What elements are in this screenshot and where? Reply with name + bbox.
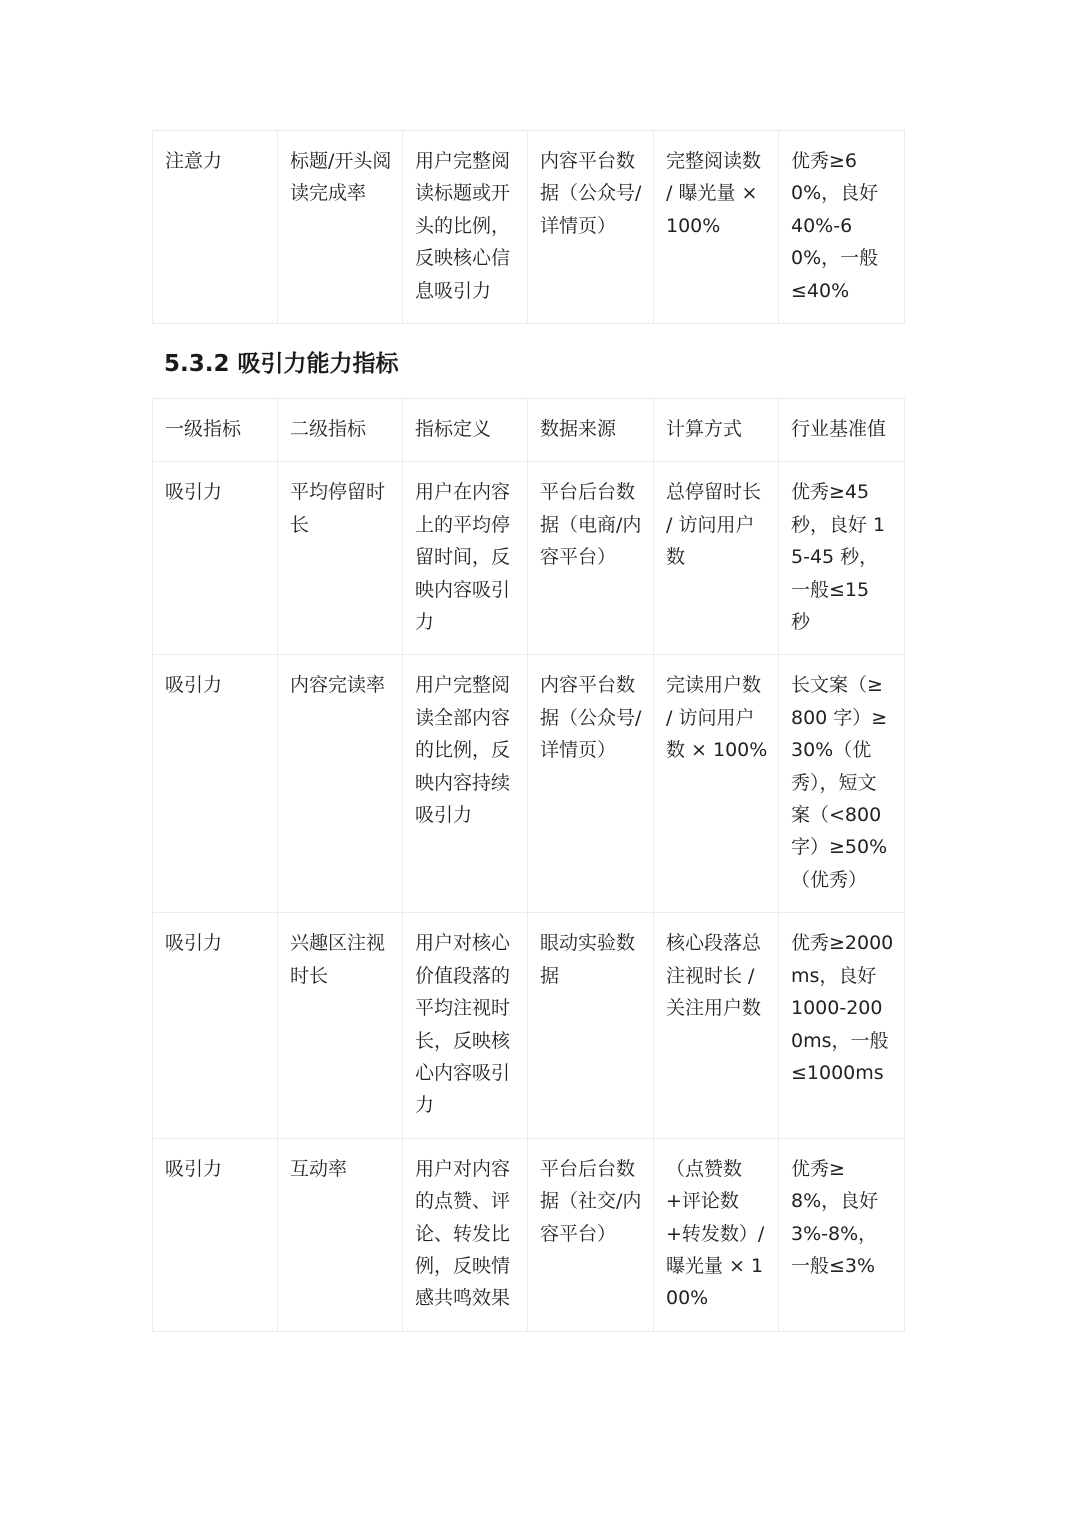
- table-cell: 平均停留时长: [278, 462, 403, 655]
- table-row: [153, 913, 905, 1138]
- table-header-row: [153, 399, 905, 462]
- header-cell: 行业基准值: [779, 399, 905, 462]
- attention-table-body: [153, 131, 905, 324]
- table-cell: 吸引力: [153, 655, 278, 913]
- table-row: [153, 1138, 905, 1331]
- table-cell: 用户对核心价值段落的平均注视时长，反映核心内容吸引力: [403, 913, 528, 1138]
- header-cell: 计算方式: [654, 399, 779, 462]
- attraction-metrics-table: [152, 398, 905, 1332]
- table-cell: 吸引力: [153, 462, 278, 655]
- attraction-table-body: [153, 462, 905, 1331]
- table-cell: 兴趣区注视时长: [278, 913, 403, 1138]
- table-cell: 内容平台数据（公众号/详情页）: [528, 131, 654, 324]
- table-cell: 平台后台数据（社交/内容平台）: [528, 1138, 654, 1331]
- table-cell: 优秀≥45 秒，良好 15-45 秒，一般≤15 秒: [779, 462, 905, 655]
- attention-metrics-table: [152, 130, 905, 324]
- table-cell: 吸引力: [153, 913, 278, 1138]
- table-cell: 标题/开头阅读完成率: [278, 131, 403, 324]
- table-cell: 用户在内容上的平均停留时间，反映内容吸引力: [403, 462, 528, 655]
- table-cell: 吸引力: [153, 1138, 278, 1331]
- table-cell: 内容平台数据（公众号/详情页）: [528, 655, 654, 913]
- table-cell: 眼动实验数据: [528, 913, 654, 1138]
- header-cell: 指标定义: [403, 399, 528, 462]
- header-cell: 一级指标: [153, 399, 278, 462]
- table-cell: 长文案（≥800 字）≥30%（优秀），短文案（<800 字）≥50%（优秀）: [779, 655, 905, 913]
- table-cell: 用户完整阅读标题或开头的比例，反映核心信息吸引力: [403, 131, 528, 324]
- table-cell: 完读用户数 / 访问用户数 × 100%: [654, 655, 779, 913]
- table-row: [153, 131, 905, 324]
- table-cell: 用户对内容的点赞、评论、转发比例，反映情感共鸣效果: [403, 1138, 528, 1331]
- table-cell: （点赞数+评论数+转发数）/ 曝光量 × 100%: [654, 1138, 779, 1331]
- table-cell: 互动率: [278, 1138, 403, 1331]
- table-cell: 核心段落总注视时长 / 关注用户数: [654, 913, 779, 1138]
- section-heading: 5.3.2 吸引力能力指标: [164, 351, 399, 377]
- table-cell: 优秀≥8%，良好 3%-8%，一般≤3%: [779, 1138, 905, 1331]
- table-cell: 注意力: [153, 131, 278, 324]
- header-cell: 数据来源: [528, 399, 654, 462]
- table-cell: 总停留时长 / 访问用户数: [654, 462, 779, 655]
- table-row: [153, 655, 905, 913]
- table-cell: 优秀≥2000ms，良好 1000-2000ms，一般≤1000ms: [779, 913, 905, 1138]
- header-cell: 二级指标: [278, 399, 403, 462]
- table-row: [153, 462, 905, 655]
- table-cell: 内容完读率: [278, 655, 403, 913]
- table-cell: 平台后台数据（电商/内容平台）: [528, 462, 654, 655]
- table-cell: 用户完整阅读全部内容的比例，反映内容持续吸引力: [403, 655, 528, 913]
- table-cell: 优秀≥60%，良好 40%-60%，一般≤40%: [779, 131, 905, 324]
- table-cell: 完整阅读数 / 曝光量 × 100%: [654, 131, 779, 324]
